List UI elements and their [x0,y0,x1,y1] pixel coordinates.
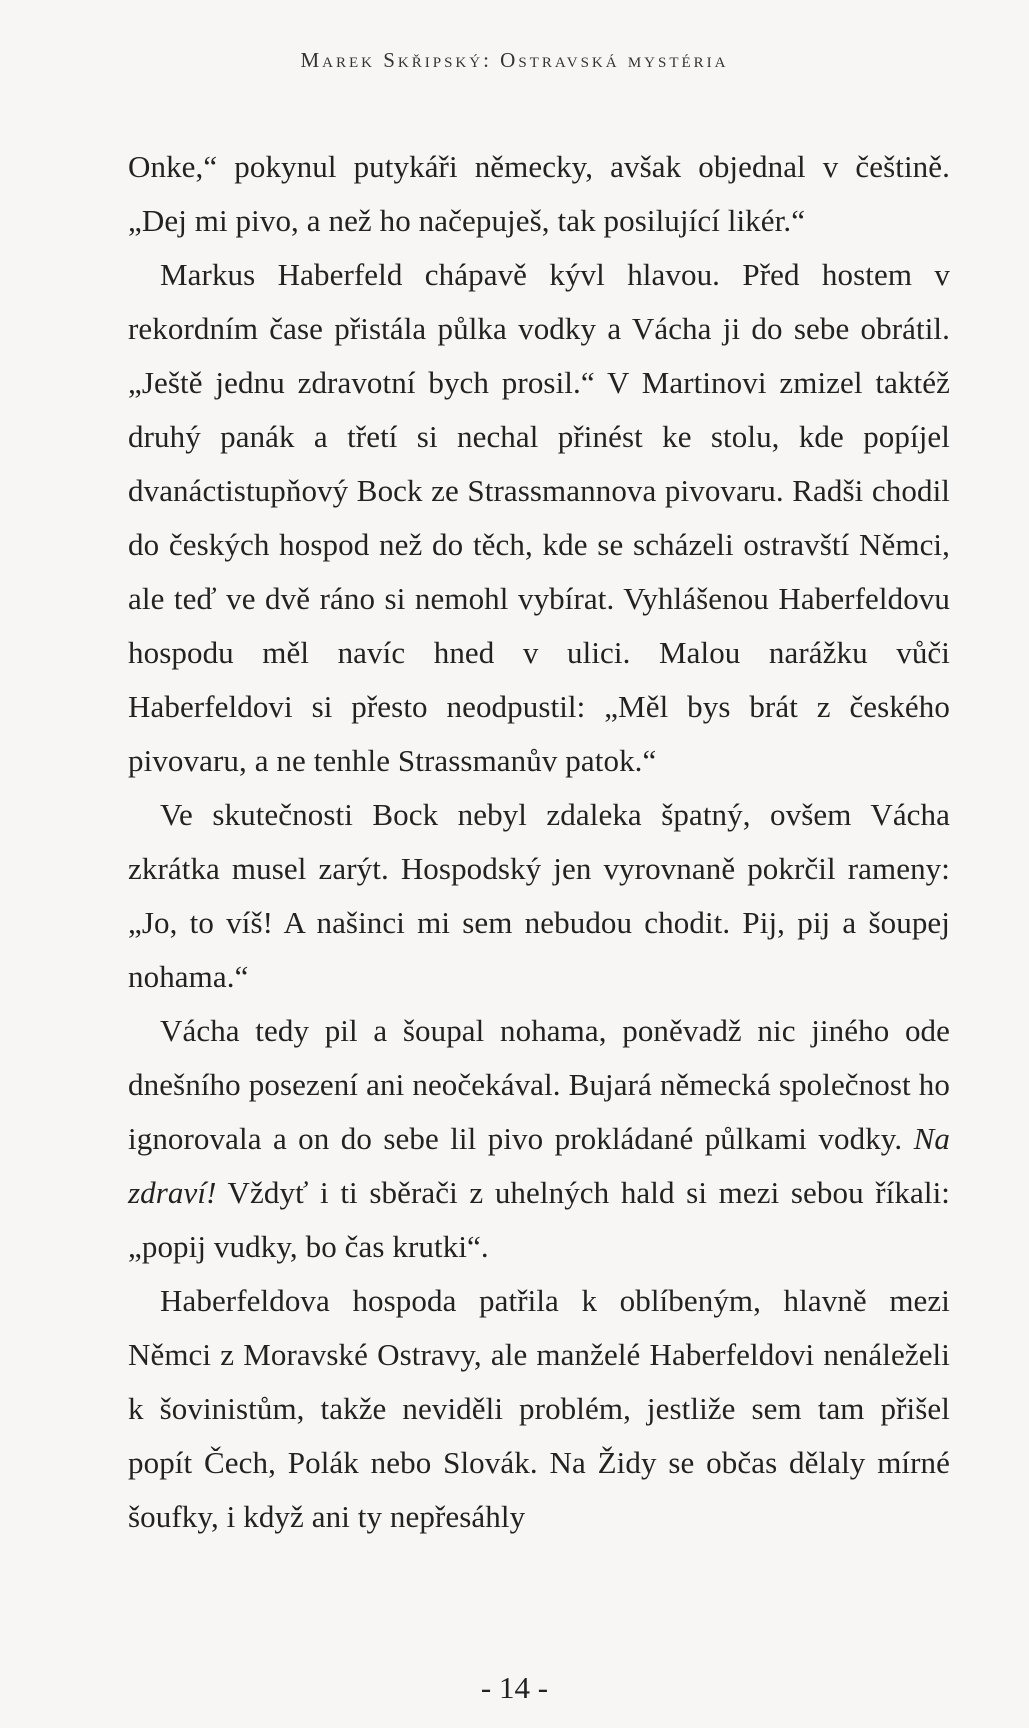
paragraph-text: Vácha tedy pil a šoupal nohama, poněvadž nic jiného ode dnešního posezení ani neočekával. Bujará německá společnost ho ignorovala a on do sebe lil pivo prokládané půlkami vodky. [128,1013,950,1156]
paragraph: Haberfeldova hospoda patřila k oblíbeným, hlavně mezi Němci z Moravské Ostravy, ale manželé Haberfeldovi nenáleželi k šovinistům, takže neviděli problém, jestliže sem tam přišel popít Čech, Polák nebo Slovák. Na Židy se občas dělaly mírné šoufky, i když ani ty nepřesáhly [128,1283,950,1534]
page-number: - 14 - [480,1670,549,1705]
paragraph-text: Vždyť i ti sběrači z uhelných hald si mezi sebou říkali: „popij vudky, bo čas krutki“. [128,1175,950,1264]
page-body [128,140,950,1544]
paragraph [128,1004,950,1274]
italic-exclamation: Na zdraví! [128,1121,950,1210]
running-header: Marek Skřipský: Ostravská mystéria [300,48,729,72]
paragraph-continuation: Onke,“ pokynul putykáři německy, avšak objednal v češtině. „Dej mi pivo, a než ho načepuješ, tak posilující likér.“ [128,149,950,238]
paragraph: Ve skutečnosti Bock nebyl zdaleka špatný, ovšem Vácha zkrátka musel zarýt. Hospodský jen vyrovnaně pokrčil rameny: „Jo, to víš! A našinci mi sem nebudou chodit. Pij, pij a šoupej nohama.“ [128,797,950,994]
paragraph: Markus Haberfeld chápavě kývl hlavou. Před hostem v rekordním čase přistála půlka vodky a Vácha ji do sebe obrátil. „Ještě jednu zdravotní bych prosil.“ V Martinovi zmizel taktéž druhý panák a třetí si nechal přinést ke stolu, kde popíjel dvanáctistupňový Bock ze Strassmannova pivovaru. Radši chodil do českých hospod než do těch, kde se scházeli ostravští Němci, ale teď ve dvě ráno si nemohl vybírat. Vyhlášenou Haberfeldovu hospodu měl navíc hned v ulici. Malou narážku vůči Haberfeldovi si přesto neodpustil: „Měl bys brát z českého pivovaru, a ne tenhle Strassmanův patok.“ [128,257,950,778]
